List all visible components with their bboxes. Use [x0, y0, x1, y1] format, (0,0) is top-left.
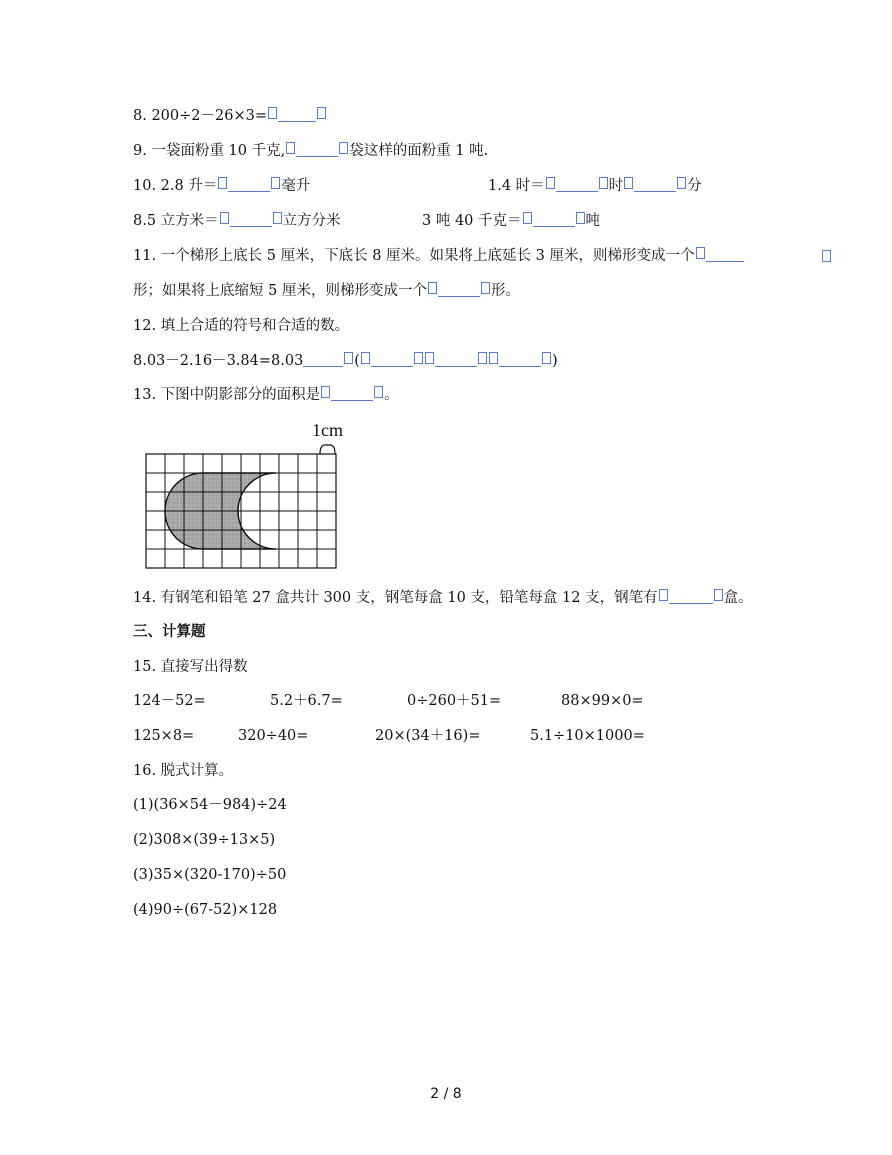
answer-blank-open[interactable] — [220, 212, 229, 224]
question-11-text: 11. 一个梯形上底长 5 厘米，下底长 8 厘米。如果将上底延长 3 厘米，则梯形变成一个 — [133, 248, 695, 264]
answer-blank-open[interactable] — [425, 352, 434, 364]
answer-blank[interactable] — [228, 177, 270, 192]
shaded-area-figure — [140, 418, 350, 574]
question-12-title: 12. 填上合适的符号和合适的数。 — [133, 318, 350, 334]
question-12-expression — [133, 351, 558, 371]
question-10-d-pre: 3 吨 40 千克＝ — [422, 213, 522, 229]
calc-item: 0÷260＋51= — [407, 693, 502, 709]
answer-blank-open[interactable] — [218, 177, 227, 189]
answer-blank[interactable] — [533, 212, 575, 227]
answer-blank-open[interactable] — [523, 212, 532, 224]
answer-blank[interactable] — [296, 142, 338, 157]
question-10-c — [133, 211, 341, 231]
question-10-c-post: 立方分米 — [282, 213, 341, 229]
answer-blank[interactable] — [634, 177, 676, 192]
answer-blank-close — [414, 352, 423, 364]
question-16-title: 16. 脱式计算。 — [133, 763, 234, 779]
answer-blank-open[interactable] — [361, 352, 370, 364]
question-11-line-2-pre: 形；如果将上底缩短 5 厘米，则梯形变成一个 — [133, 283, 427, 299]
answer-blank-close — [344, 352, 353, 364]
answer-blank-close — [317, 107, 326, 119]
calc-step-item: (2)308×(39÷13×5) — [133, 832, 276, 848]
answer-blank-close — [714, 589, 723, 601]
calc-step-item: (1)(36×54－984)÷24 — [133, 797, 287, 813]
question-9-pre: 9. 一袋面粉重 10 千克, — [133, 143, 286, 159]
question-13-text: 13. 下图中阴影部分的面积是 — [133, 387, 321, 403]
question-10-d-post: 吨 — [585, 213, 601, 229]
answer-blank-open[interactable] — [624, 177, 633, 189]
answer-blank[interactable] — [435, 352, 477, 367]
answer-blank-open[interactable] — [659, 589, 668, 601]
scale-label: 1cm — [312, 420, 343, 440]
section-3-title: 三、计算题 — [133, 623, 206, 640]
question-11-line-2-post: 形。 — [490, 283, 520, 299]
answer-blank-symbol[interactable] — [303, 352, 343, 367]
answer-blank-open[interactable] — [268, 107, 277, 119]
answer-blank[interactable] — [371, 352, 413, 367]
answer-blank-close — [481, 282, 490, 294]
answer-blank-open[interactable] — [489, 352, 498, 364]
answer-blank-close — [599, 177, 608, 189]
answer-blank-open[interactable] — [546, 177, 555, 189]
answer-blank-close — [822, 250, 831, 262]
calc-item: 5.1÷10×1000= — [530, 728, 645, 744]
answer-blank-close — [677, 177, 686, 189]
answer-blank[interactable] — [556, 177, 598, 192]
question-14 — [133, 588, 753, 608]
question-10-b-pre: 1.4 时＝ — [488, 178, 545, 194]
question-13 — [133, 385, 399, 405]
question-10-b — [488, 176, 702, 196]
page-number: 2 / 8 — [430, 1086, 462, 1102]
calc-item: 124－52= — [133, 693, 206, 709]
paren-close: ) — [551, 353, 558, 369]
calc-item: 320÷40= — [238, 728, 309, 744]
question-15-title: 15. 直接写出得数 — [133, 659, 248, 675]
answer-blank[interactable] — [438, 282, 480, 297]
question-10-a-pre: 10. 2.8 升＝ — [133, 178, 218, 194]
question-8 — [133, 106, 327, 126]
answer-blank-open[interactable] — [286, 142, 295, 154]
question-10-b-mid: 时 — [608, 178, 624, 194]
answer-blank[interactable] — [669, 589, 713, 604]
question-10-a — [133, 176, 310, 196]
answer-blank-close — [478, 352, 487, 364]
answer-blank[interactable] — [230, 212, 272, 227]
answer-blank[interactable] — [499, 352, 541, 367]
question-13-post: 。 — [384, 387, 399, 403]
answer-blank-close — [271, 177, 280, 189]
answer-blank-open[interactable] — [428, 282, 437, 294]
question-10-a-post: 毫升 — [281, 178, 311, 194]
question-14-text: 14. 有钢笔和铅笔 27 盒共计 300 支，钢笔每盒 10 支，铅笔每盒 12 支，钢笔有 — [133, 590, 658, 606]
calc-item: 125×8= — [133, 728, 195, 744]
question-11-line-1 — [133, 246, 744, 266]
question-8-text: 8. 200÷2－26×3= — [133, 108, 267, 124]
answer-blank-close — [542, 352, 551, 364]
question-10-b-post: 分 — [687, 178, 702, 194]
answer-blank[interactable] — [278, 107, 316, 122]
question-11-line-2 — [133, 281, 520, 301]
answer-blank-close — [374, 386, 383, 398]
question-9-post: 袋这样的面粉重 1 吨. — [349, 143, 489, 159]
question-9 — [133, 141, 488, 161]
answer-blank[interactable] — [706, 247, 744, 262]
answer-blank-close — [273, 212, 282, 224]
calc-item: 20×(34＋16)= — [375, 728, 481, 744]
question-12-expr-pre: 8.03－2.16－3.84=8.03 — [133, 353, 304, 369]
calc-step-item: (4)90÷(67-52)×128 — [133, 902, 278, 918]
question-10-d — [422, 211, 600, 231]
answer-blank-open[interactable] — [696, 247, 705, 259]
answer-blank-open[interactable] — [321, 386, 330, 398]
calc-step-item: (3)35×(320-170)÷50 — [133, 867, 287, 883]
question-10-c-pre: 8.5 立方米＝ — [133, 213, 219, 229]
answer-blank-close — [339, 142, 348, 154]
calc-item: 5.2＋6.7= — [270, 693, 343, 709]
paren-open: ( — [354, 353, 360, 369]
scale-bracket — [320, 445, 335, 454]
answer-blank-close — [576, 212, 585, 224]
answer-blank[interactable] — [331, 386, 373, 401]
question-14-post: 盒。 — [723, 590, 753, 606]
calc-item: 88×99×0= — [561, 693, 644, 709]
